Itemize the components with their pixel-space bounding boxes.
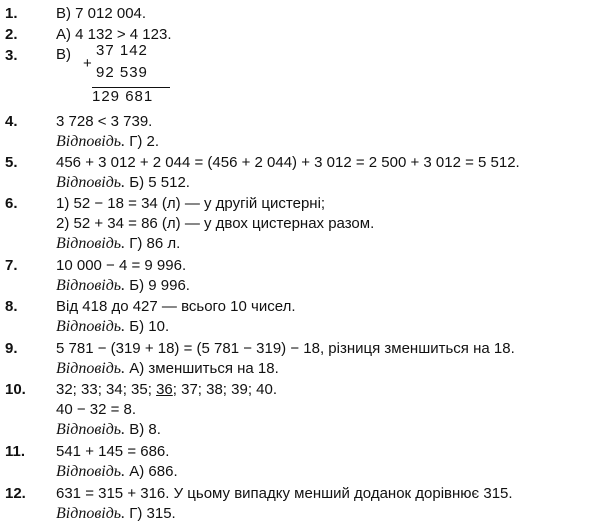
item-5-answer bbox=[0, 173, 600, 193]
item-number: 1. bbox=[5, 5, 18, 22]
answer-option: В) bbox=[56, 46, 71, 63]
item-7-answer bbox=[0, 276, 600, 296]
item-number: 6. bbox=[5, 195, 18, 212]
item-text: 3 728 < 3 739. bbox=[56, 113, 153, 130]
item-8-answer bbox=[0, 317, 600, 337]
item-text: А) 4 132 > 4 123. bbox=[56, 26, 172, 43]
answer-value: Б) 5 512. bbox=[129, 174, 190, 191]
item-11 bbox=[0, 442, 600, 462]
answer-value: В) 8. bbox=[129, 421, 161, 438]
item-5 bbox=[0, 153, 600, 173]
item-1 bbox=[0, 4, 600, 24]
answer-label: Відповідь. bbox=[56, 318, 126, 335]
item-text: В) 7 012 004. bbox=[56, 5, 147, 22]
item-7 bbox=[0, 256, 600, 276]
answer-label: Відповідь. bbox=[56, 133, 126, 150]
addend-1: 37 142 bbox=[96, 42, 148, 59]
item-number: 2. bbox=[5, 26, 18, 43]
item-10-answer bbox=[0, 420, 600, 440]
sequence-underlined: 36 bbox=[156, 381, 173, 398]
answer-value: Б) 10. bbox=[129, 318, 170, 335]
answer-label: Відповідь. bbox=[56, 505, 126, 522]
item-text: 40 − 32 = 8. bbox=[56, 401, 137, 418]
item-number: 9. bbox=[5, 340, 18, 357]
item-number: 12. bbox=[5, 485, 26, 502]
answer-label: Відповідь. bbox=[56, 174, 126, 191]
item-text: 456 + 3 012 + 2 044 = (456 + 2 044) + 3 012 = 2 500 + 3 012 = 5 512. bbox=[56, 154, 520, 171]
answer-label: Відповідь. bbox=[56, 277, 126, 294]
item-4-answer bbox=[0, 132, 600, 152]
item-text bbox=[56, 380, 277, 400]
answer-label: Відповідь. bbox=[56, 235, 126, 252]
item-number: 5. bbox=[5, 154, 18, 171]
item-number: 3. bbox=[5, 47, 18, 64]
item-text: 541 + 145 = 686. bbox=[56, 443, 170, 460]
item-text: 2) 52 + 34 = 86 (л) — у двох цистернах разом. bbox=[56, 215, 375, 232]
answer-value: Г) 315. bbox=[129, 505, 176, 522]
item-number: 7. bbox=[5, 257, 18, 274]
answer-value: Г) 86 л. bbox=[129, 235, 181, 252]
sum-result: 129 681 bbox=[92, 88, 154, 105]
item-text: 10 000 − 4 = 9 996. bbox=[56, 257, 187, 274]
addend-2: 92 539 bbox=[96, 64, 148, 81]
item-number: 8. bbox=[5, 298, 18, 315]
item-text: 1) 52 − 18 = 34 (л) — у другій цистерні; bbox=[56, 195, 326, 212]
item-12 bbox=[0, 484, 600, 504]
item-6 bbox=[0, 194, 600, 214]
item-text: 5 781 − (319 + 18) = (5 781 − 319) − 18, різниця зменшиться на 18. bbox=[56, 340, 515, 357]
item-9-answer bbox=[0, 359, 600, 379]
answer-label: Відповідь. bbox=[56, 463, 126, 480]
item-text: Від 418 до 427 — всього 10 чисел. bbox=[56, 298, 296, 315]
plus-sign: + bbox=[83, 55, 92, 72]
answer-value: А) 686. bbox=[129, 463, 178, 480]
item-number: 10. bbox=[5, 381, 26, 398]
item-6-answer bbox=[0, 234, 600, 254]
answer-value: А) зменшиться на 18. bbox=[129, 360, 279, 377]
item-number: 11. bbox=[5, 443, 26, 460]
item-11-answer bbox=[0, 462, 600, 482]
item-12-answer bbox=[0, 504, 600, 524]
answer-value: Б) 9 996. bbox=[129, 277, 190, 294]
item-10 bbox=[0, 380, 600, 400]
item-4 bbox=[0, 112, 600, 132]
sequence-end: ; 37; 38; 39; 40. bbox=[172, 381, 278, 398]
column-addition bbox=[56, 42, 176, 106]
answer-value: Г) 2. bbox=[129, 133, 160, 150]
item-text: 631 = 315 + 316. У цьому випадку менший доданок дорівнює 315. bbox=[56, 485, 513, 502]
item-6-line2 bbox=[0, 214, 600, 234]
answer-label: Відповідь. bbox=[56, 421, 126, 438]
item-8 bbox=[0, 297, 600, 317]
item-10-line2 bbox=[0, 400, 600, 420]
answer-label: Відповідь. bbox=[56, 360, 126, 377]
sequence-start: 32; 33; 34; 35; bbox=[56, 381, 157, 398]
item-number: 4. bbox=[5, 113, 18, 130]
item-9 bbox=[0, 339, 600, 359]
